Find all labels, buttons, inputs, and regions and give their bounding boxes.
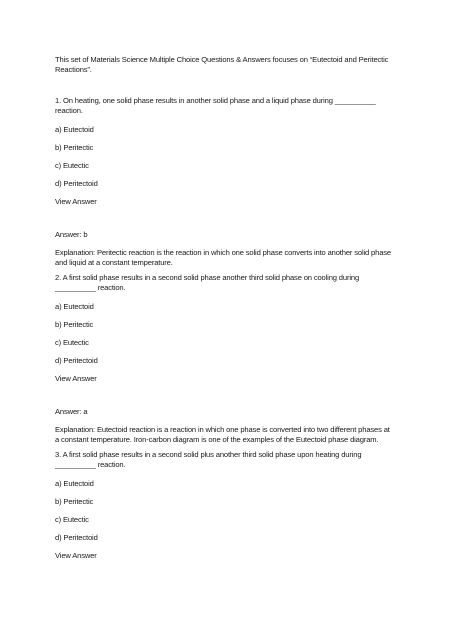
view-answer-link[interactable]: View Answer <box>55 373 97 383</box>
option-a: a) Eutectoid <box>55 478 94 488</box>
option-c: c) Eutectic <box>55 514 89 524</box>
question-text: 2. A first solid phase results in a second solid phase another third solid phase on cooling during __________ reaction. <box>55 272 360 293</box>
option-d: d) Peritectoid <box>55 355 98 365</box>
option-b: b) Peritectic <box>55 319 94 329</box>
question-text: 3. A first solid phase results in a second solid plus another third solid phase upon heating during __________ reaction. <box>55 449 362 470</box>
question-text: 1. On heating, one solid phase results in another solid phase and a liquid phase during __________ reaction. <box>55 95 376 116</box>
question-block-3 <box>55 450 393 561</box>
view-answer-link[interactable]: View Answer <box>55 550 97 560</box>
option-a: a) Eutectoid <box>55 124 94 134</box>
view-answer-link[interactable]: View Answer <box>55 196 97 206</box>
question-block-2 <box>55 273 393 446</box>
option-d: d) Peritectoid <box>55 532 98 542</box>
option-c: c) Eutectic <box>55 160 89 170</box>
option-d: d) Peritectoid <box>55 178 98 188</box>
question-block-1 <box>55 96 393 269</box>
option-b: b) Peritectic <box>55 496 94 506</box>
intro-text: This set of Materials Science Multiple Choice Questions & Answers focuses on “Eutectoid and Peritectic Reactions”. <box>55 55 389 75</box>
option-a: a) Eutectoid <box>55 301 94 311</box>
explanation-text: Explanation: Eutectoid reaction is a reaction in which one phase is converted into two different phases at a constant temperature. Iron-carbon diagram is one of the examples of the Eutectoid phase diagram. <box>55 425 390 445</box>
answer-label: Answer: b <box>55 230 88 240</box>
answer-label: Answer: a <box>55 407 88 417</box>
option-c: c) Eutectic <box>55 337 89 347</box>
option-b: b) Peritectic <box>55 142 94 152</box>
explanation-text: Explanation: Peritectic reaction is the reaction in which one solid phase converts into another solid phase and liquid at a constant temperature. <box>55 248 391 268</box>
